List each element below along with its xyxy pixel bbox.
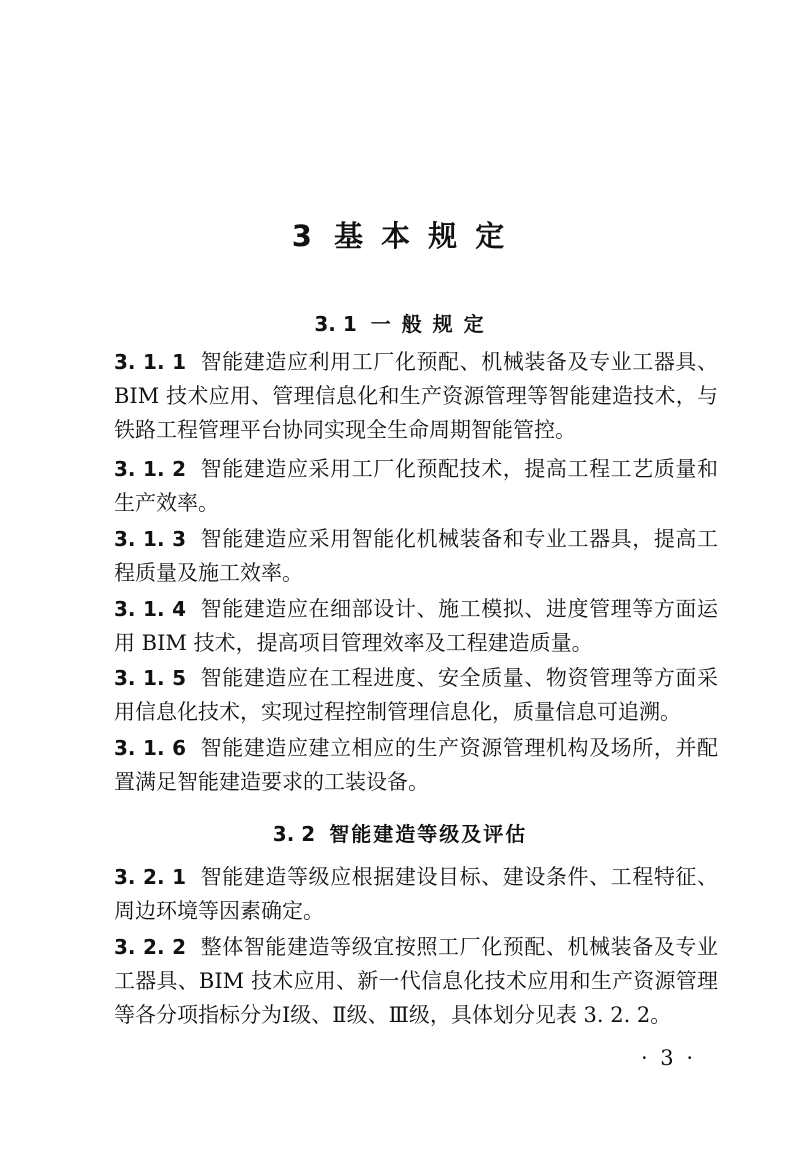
clause-text: 整体智能建造等级宜按照工厂化预配、机械装备及专业工器具、BIM 技术应用、新一代信息化技术应用和生产资源管理等各分项指标分为Ⅰ级、Ⅱ级、Ⅲ级，具体划分见表 3. 2. 2。 — [114, 935, 719, 1027]
clause-number: 3. 1. 1 — [114, 350, 187, 374]
clause-number: 3. 1. 5 — [114, 666, 187, 690]
section-title-3-1 — [0, 308, 800, 337]
section-title-text: 智能建造等级及评估 — [329, 822, 528, 846]
section-number: 3. 2 — [272, 822, 316, 846]
clause-text: 智能建造应采用智能化机械装备和专业工器具，提高工程质量及施工效率。 — [114, 527, 719, 585]
clause-number: 3. 2. 1 — [114, 865, 187, 889]
clause-number: 3. 1. 3 — [114, 527, 187, 551]
clause-text: 智能建造等级应根据建设目标、建设条件、工程特征、周边环境等因素确定。 — [114, 865, 719, 923]
clause-3-1-3 — [114, 522, 718, 590]
clause-3-2-2 — [114, 930, 718, 1032]
clause-text: 智能建造应在工程进度、安全质量、物资管理等方面采用信息化技术，实现过程控制管理信息化，质量信息可追溯。 — [114, 666, 719, 724]
clause-text: 智能建造应利用工厂化预配、机械装备及专业工器具、BIM 技术应用、管理信息化和生产资源管理等智能建造技术，与铁路工程管理平台协同实现全生命周期智能管控。 — [114, 350, 719, 442]
chapter-title — [0, 214, 800, 255]
clause-text: 智能建造应建立相应的生产资源管理机构及场所，并配置满足智能建造要求的工装设备。 — [114, 736, 719, 794]
clause-text: 智能建造应采用工厂化预配技术，提高工程工艺质量和生产效率。 — [114, 457, 719, 515]
clause-3-1-4 — [114, 592, 718, 660]
section-number: 3. 1 — [314, 312, 357, 336]
clause-3-1-2 — [114, 452, 718, 520]
clause-3-2-1 — [114, 860, 718, 928]
clause-text: 智能建造应在细部设计、施工模拟、进度管理等方面运用 BIM 技术，提高项目管理效率及工程建造质量。 — [114, 597, 719, 655]
clause-3-1-1 — [114, 345, 718, 447]
section-title-3-2 — [0, 818, 800, 847]
clause-number: 3. 1. 2 — [114, 457, 187, 481]
clause-number: 3. 1. 6 — [114, 736, 187, 760]
clause-number: 3. 2. 2 — [114, 935, 187, 959]
clause-number: 3. 1. 4 — [114, 597, 187, 621]
section-title-text: 一 般 规 定 — [370, 312, 486, 336]
page-number: · 3 · — [640, 1046, 696, 1070]
clause-3-1-5 — [114, 661, 718, 729]
clause-3-1-6 — [114, 731, 718, 799]
chapter-number: 3 — [291, 219, 316, 253]
chapter-title-text: 基 本 规 定 — [333, 219, 509, 253]
